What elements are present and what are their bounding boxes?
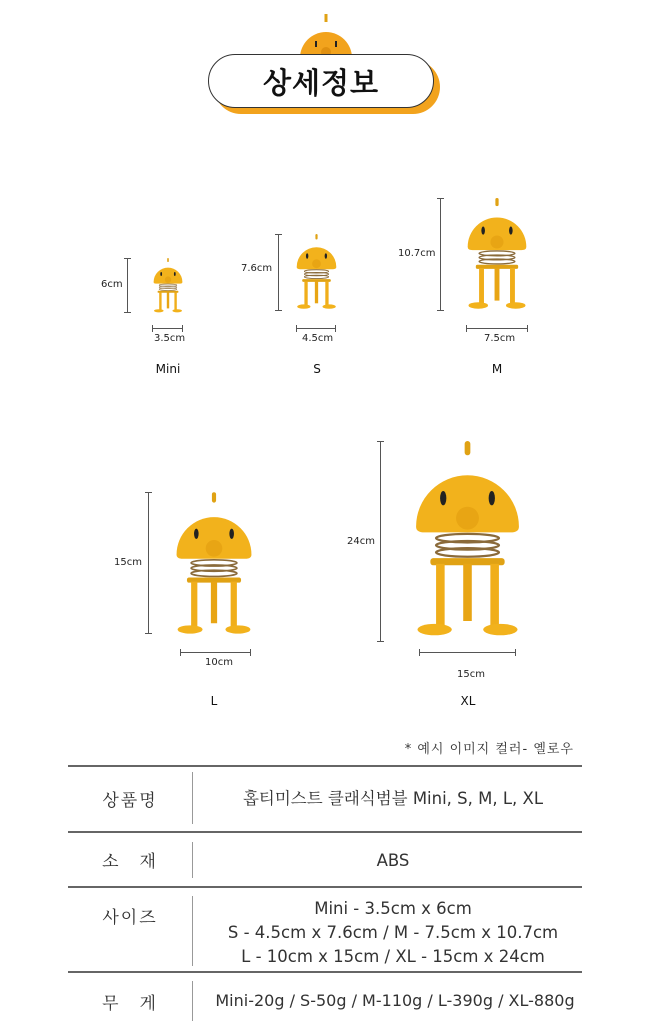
width-dimension-line <box>419 652 516 653</box>
table-divider <box>68 886 582 888</box>
width-label: 15cm <box>457 669 485 680</box>
width-dimension-line <box>180 652 251 653</box>
table-divider <box>68 831 582 833</box>
size-name: Mini <box>155 362 181 376</box>
width-label: 4.5cm <box>302 333 334 344</box>
height-label: 24cm <box>347 536 375 547</box>
table-divider <box>68 971 582 973</box>
height-label: 7.6cm <box>241 263 273 274</box>
height-label: 15cm <box>114 557 142 568</box>
height-label: 10.7cm <box>398 248 436 259</box>
height-dimension-line <box>127 258 128 313</box>
width-dimension-line <box>466 328 528 329</box>
size-name: XL <box>460 694 476 708</box>
width-dimension-line <box>152 328 183 329</box>
height-dimension-line <box>148 492 149 634</box>
row-label-weight: 무 게 <box>102 994 158 1014</box>
height-dimension-line <box>278 234 279 311</box>
mascot-head-icon <box>298 14 354 58</box>
figure-m-image <box>456 198 538 312</box>
row-value-product-name: 홉티미스트 클래식범블 Mini, S, M, L, XL <box>242 789 544 808</box>
width-label: 10cm <box>205 657 233 668</box>
size-line: Mini - 3.5cm x 6cm <box>314 899 472 918</box>
row-value-material: ABS <box>376 851 410 870</box>
figure-mini-image <box>147 258 189 314</box>
width-label: 7.5cm <box>484 333 516 344</box>
size-line: L - 10cm x 15cm / XL - 15cm x 24cm <box>241 947 545 966</box>
figure-s-image <box>289 234 344 311</box>
size-name: S <box>313 362 321 376</box>
figure-xl-image <box>396 441 539 641</box>
page-title: 상세정보 <box>208 54 434 108</box>
size-name: L <box>210 694 218 708</box>
width-label: 3.5cm <box>154 333 186 344</box>
size-name: M <box>491 362 503 376</box>
row-value-size <box>193 897 593 969</box>
height-label: 6cm <box>101 279 123 290</box>
row-label-material: 소 재 <box>102 852 158 872</box>
height-dimension-line <box>380 441 381 642</box>
height-dimension-line <box>440 198 441 311</box>
width-dimension-line <box>296 328 336 329</box>
row-value-weight: Mini-20g / S-50g / M-110g / L-390g / XL-880g <box>215 991 575 1010</box>
row-label-size: 사이즈 <box>102 908 158 928</box>
column-divider <box>192 981 193 1021</box>
color-note: * 예시 이미지 컬러- 옐로우 <box>404 742 574 757</box>
table-divider <box>68 765 582 767</box>
row-label-product-name: 상품명 <box>102 791 158 811</box>
size-line: S - 4.5cm x 7.6cm / M - 7.5cm x 10.7cm <box>227 923 559 942</box>
figure-l-image <box>162 492 266 638</box>
section-title-banner <box>208 14 442 114</box>
